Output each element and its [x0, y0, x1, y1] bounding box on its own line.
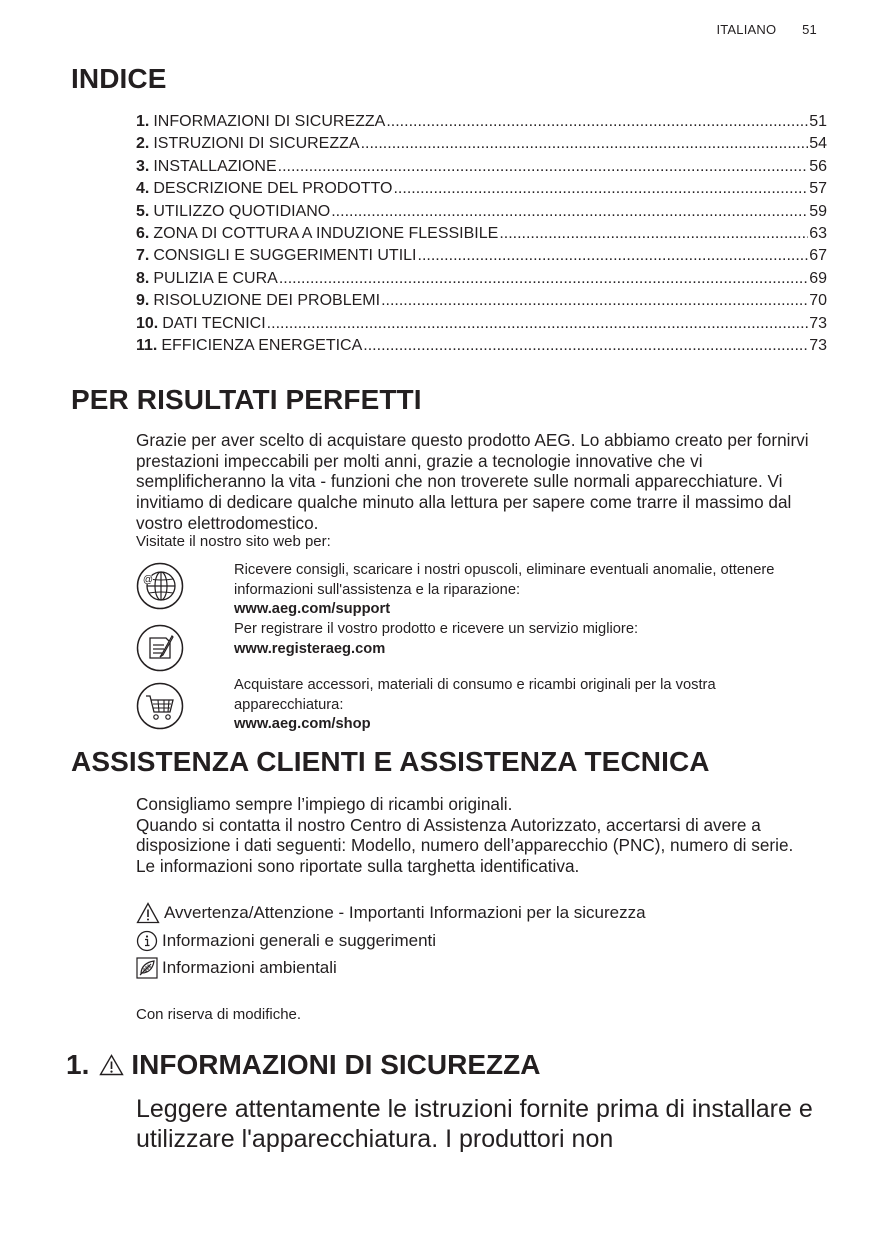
service-register: [234, 620, 804, 659]
toc-item-label: EFFICIENZA ENERGETICA: [161, 336, 363, 354]
toc-item[interactable]: [136, 290, 827, 312]
table-of-contents: [136, 111, 827, 357]
support-link[interactable]: www.aeg.com/support: [234, 601, 391, 618]
customer-care-line: Quando si contatta il nostro Centro di Assistenza Autorizzato, accertarsi di avere a disposizione i dati seguenti: Modello, numero dell’apparecchio (PNC), numero di serie.: [136, 814, 794, 856]
legend-environment-text: Informazioni ambientali: [162, 958, 337, 977]
toc-item-label: ZONA DI COTTURA A INDUZIONE FLESSIBILE: [153, 224, 499, 242]
shop-link[interactable]: www.aeg.com/shop: [234, 716, 371, 733]
toc-dot-leader: [331, 201, 808, 223]
toc-item-number: 8.: [136, 269, 150, 287]
toc-item[interactable]: [136, 223, 827, 245]
info-circle-icon: [136, 930, 158, 952]
legend-warning: [136, 902, 646, 924]
index-title: INDICE: [71, 63, 167, 94]
service-support: [234, 561, 804, 620]
toc-item[interactable]: [136, 313, 827, 335]
toc-dot-leader: [393, 178, 808, 200]
language-label: ITALIANO: [716, 22, 777, 37]
toc-item-page: 54: [809, 135, 827, 153]
toc-item[interactable]: [136, 111, 827, 133]
service-shop: [234, 676, 804, 735]
globe-at-icon: [136, 562, 184, 610]
customer-care-text: [136, 794, 816, 877]
register-link[interactable]: www.registeraeg.com: [234, 640, 386, 657]
legend-info: [136, 930, 436, 952]
toc-item-number: 11.: [136, 336, 158, 354]
toc-item-number: 4.: [136, 180, 150, 198]
toc-item[interactable]: [136, 156, 827, 178]
section-title-text: INFORMAZIONI DI SICUREZZA: [131, 1049, 541, 1080]
legend-environment: [136, 957, 337, 979]
environment-leaf-icon: [136, 957, 158, 979]
toc-item-page: 69: [809, 269, 827, 287]
safety-section-title: [66, 1049, 540, 1081]
toc-item-number: 3.: [136, 157, 150, 175]
toc-item[interactable]: [136, 133, 827, 155]
toc-item-number: 9.: [136, 292, 150, 310]
legend-info-text: Informazioni generali e suggerimenti: [162, 931, 437, 950]
service-register-text: Per registrare il vostro prodotto e ricevere un servizio migliore:: [234, 621, 639, 637]
toc-item-label: UTILIZZO QUOTIDIANO: [153, 202, 331, 220]
toc-dot-leader: [363, 335, 808, 357]
toc-item-number: 1.: [136, 113, 150, 130]
toc-dot-leader: [381, 290, 808, 312]
service-support-text: Ricevere consigli, scaricare i nostri opuscoli, eliminare eventuali anomalie, ottenere informazioni sull'assistenza e la riparazione:: [234, 562, 775, 598]
customer-care-line: Le informazioni sono riportate sulla targhetta identificativa.: [136, 856, 580, 877]
toc-dot-leader: [279, 268, 808, 290]
toc-item-number: 7.: [136, 247, 150, 265]
toc-item-label: PULIZIA E CURA: [153, 269, 278, 287]
toc-item-number: 2.: [136, 135, 150, 153]
toc-item-label: CONSIGLI E SUGGERIMENTI UTILI: [153, 247, 417, 265]
register-document-icon: [136, 624, 184, 672]
toc-item-label: RISOLUZIONE DEI PROBLEMI: [153, 292, 381, 310]
legend-warning-text: Avvertenza/Attenzione - Importanti Informazioni per la sicurezza: [164, 903, 646, 922]
toc-dot-leader: [386, 111, 808, 133]
toc-item-number: 10.: [136, 314, 159, 332]
safety-intro-text: Leggere attentamente le istruzioni fornite prima di installare e utilizzare l'apparecchiatura. I produttori non: [136, 1095, 813, 1153]
service-shop-text: Acquistare accessori, materiali di consumo e ricambi originali per la vostra apparecchiatura:: [234, 677, 716, 713]
toc-dot-leader: [418, 245, 809, 267]
toc-item-page: 51: [809, 113, 827, 130]
visit-website-text: Visitate il nostro sito web per:: [136, 533, 331, 550]
toc-item-page: 67: [809, 247, 827, 265]
toc-item[interactable]: [136, 268, 827, 290]
customer-care-line: Consigliamo sempre l’impiego di ricambi originali.: [136, 794, 513, 814]
warning-triangle-icon: [136, 902, 160, 924]
page-number: 51: [802, 22, 817, 37]
shopping-cart-icon: [136, 682, 184, 730]
toc-item-number: 5.: [136, 202, 150, 220]
toc-item[interactable]: [136, 201, 827, 223]
toc-item-label: INSTALLAZIONE: [153, 157, 277, 175]
toc-item-page: 70: [809, 292, 827, 310]
toc-item-page: 63: [809, 224, 827, 242]
toc-item-label: DESCRIZIONE DEL PRODOTTO: [153, 180, 393, 198]
toc-dot-leader: [499, 223, 808, 245]
svg-text:@: @: [142, 574, 154, 586]
page-header: [716, 22, 817, 37]
toc-item-label: INFORMAZIONI DI SICUREZZA: [153, 113, 386, 130]
perfect-results-title: PER RISULTATI PERFETTI: [71, 384, 422, 415]
toc-dot-leader: [278, 156, 809, 178]
toc-item-page: 56: [809, 157, 827, 175]
toc-item-label: ISTRUZIONI DI SICUREZZA: [153, 135, 360, 153]
toc-item[interactable]: [136, 335, 827, 357]
modification-note: Con riserva di modifiche.: [136, 1006, 302, 1023]
toc-dot-leader: [361, 133, 809, 155]
toc-item-page: 57: [809, 180, 827, 198]
toc-item[interactable]: [136, 178, 827, 200]
toc-item-number: 6.: [136, 224, 150, 242]
toc-item[interactable]: [136, 245, 827, 267]
toc-dot-leader: [267, 313, 809, 335]
toc-item-page: 73: [809, 314, 827, 332]
toc-item-page: 73: [809, 336, 827, 354]
section-number: 1.: [66, 1049, 90, 1080]
customer-care-title: ASSISTENZA CLIENTI E ASSISTENZA TECNICA: [71, 746, 710, 777]
perfect-results-intro: Grazie per aver scelto di acquistare questo prodotto AEG. Lo abbiamo creato per fornirvi prestazioni impeccabili per molti anni, grazie a tecnologie innovative che vi semplificheranno la vita - funzioni che non troverete sulle normali apparecchiature. Vi invitiamo di dedicare qualche minuto alla lettura per sapere come trarre il massimo dal vostro elettrodomestico.: [136, 430, 809, 533]
toc-item-page: 59: [809, 202, 827, 220]
warning-triangle-icon: [99, 1054, 124, 1076]
toc-item-label: DATI TECNICI: [162, 314, 266, 332]
